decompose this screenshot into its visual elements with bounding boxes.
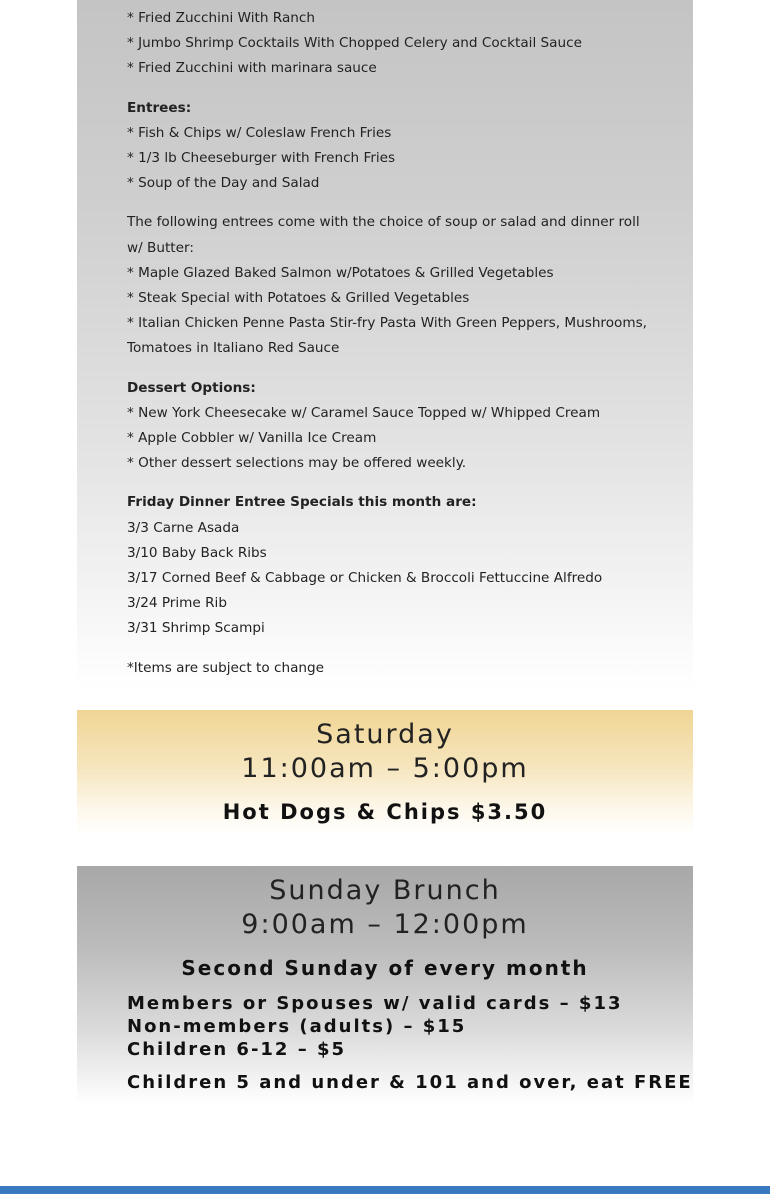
footer-accent-bar (0, 1186, 770, 1194)
friday-special-item: 3/3 Carne Asada (127, 519, 240, 536)
entree-with-sides-item: * Italian Chicken Penne Pasta Stir-fry Pasta With Green Peppers, Mushrooms, Tomatoes in Italiano Red Sauce (127, 315, 647, 357)
sunday-hours: 9:00am – 12:00pm (241, 909, 529, 940)
menu-card (77, 0, 693, 690)
friday-special-item: 3/24 Prime Rib (127, 595, 227, 612)
saturday-card (77, 710, 693, 835)
appetizer-item: * Fried Zucchini With Ranch (127, 10, 315, 26)
sunday-price-item: Non-members (adults) – $15 (127, 1016, 467, 1037)
saturday-title: Saturday (316, 719, 454, 750)
entrees-heading: Entrees: (127, 99, 192, 116)
sunday-card (77, 866, 693, 1104)
menu-content (127, 6, 647, 681)
appetizer-item: * Jumbo Shrimp Cocktails With Chopped Celery and Cocktail Sauce (127, 35, 582, 52)
dessert-heading: Dessert Options: (127, 379, 256, 396)
friday-special-item: 3/17 Corned Beef & Cabbage or Chicken & Broccoli Fettuccine Alfredo (127, 570, 603, 587)
friday-special-item: 3/10 Baby Back Ribs (127, 544, 267, 561)
appetizer-item: * Fried Zucchini with marinara sauce (127, 60, 377, 77)
entree-item: * 1/3 lb Cheeseburger with French Fries (127, 150, 396, 167)
sunday-free-note: Children 5 and under & 101 and over, eat FREE (127, 1072, 693, 1093)
dessert-item: * Other dessert selections may be offered weekly. (127, 455, 467, 472)
sunday-title: Sunday Brunch (269, 875, 501, 906)
disclaimer: *Items are subject to change (127, 659, 325, 676)
sunday-price-item: Members or Spouses w/ valid cards – $13 (127, 993, 623, 1014)
dessert-item: * New York Cheesecake w/ Caramel Sauce Topped w/ Whipped Cream (127, 404, 601, 421)
entree-item: * Soup of the Day and Salad (127, 175, 320, 192)
entree-with-sides-item: * Maple Glazed Baked Salmon w/Potatoes & Grilled Vegetables (127, 264, 554, 281)
saturday-special: Hot Dogs & Chips $3.50 (222, 800, 548, 824)
friday-special-item: 3/31 Shrimp Scampi (127, 620, 265, 637)
saturday-hours: 11:00am – 5:00pm (241, 753, 529, 784)
entree-with-sides-item: * Steak Special with Potatoes & Grilled Vegetables (127, 290, 470, 307)
sunday-price-item: Children 6-12 – $5 (127, 1039, 347, 1060)
friday-specials-heading: Friday Dinner Entree Specials this month are: (127, 494, 477, 511)
sunday-price-list (127, 992, 623, 1061)
entree-item: * Fish & Chips w/ Coleslaw French Fries (127, 124, 392, 141)
sunday-subtitle: Second Sunday of every month (181, 956, 589, 980)
entrees-note: The following entrees come with the choice of soup or salad and dinner roll w/ Butter: (127, 214, 640, 256)
dessert-item: * Apple Cobbler w/ Vanilla Ice Cream (127, 430, 377, 447)
